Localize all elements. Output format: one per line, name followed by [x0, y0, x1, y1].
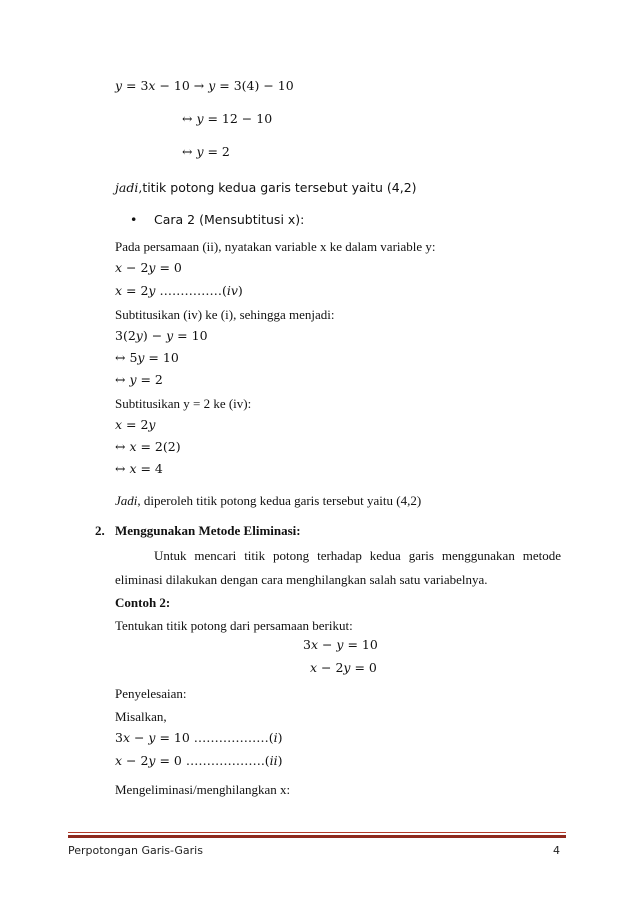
- equation-line: 3𝑥 − 𝑦 = 10 ………………(𝑖): [115, 730, 283, 745]
- paragraph-text: Subtitusikan y = 2 ke (iv):: [115, 396, 252, 411]
- equation-line: 𝑥 = 2𝑦: [115, 417, 156, 432]
- conclusion-line: [115, 494, 421, 507]
- paragraph-text: Tentukan titik potong dari persamaan berikut:: [115, 618, 353, 633]
- bullet-dot: •: [130, 212, 138, 227]
- system-equation: 3𝑥 − 𝑦 = 10: [303, 637, 378, 652]
- equation-line: 3(2𝑦) − 𝑦 = 10: [115, 328, 208, 343]
- paragraph-text: Penyelesaian:: [115, 686, 187, 701]
- equation-line: ↔ 𝑦 = 12 − 10: [182, 111, 273, 126]
- paragraph-text: Pada persamaan (ii), nyatakan variable x ke dalam variable y:: [115, 239, 436, 254]
- conclusion-math: 𝑗𝑎𝑑𝑖,: [115, 180, 143, 195]
- method-heading: Cara 2 (Mensubtitusi x):: [154, 212, 305, 227]
- footer-rule-thin: [68, 832, 566, 833]
- equation-line: 𝑥 − 2𝑦 = 0: [115, 260, 182, 275]
- section-number: 2.: [95, 523, 105, 538]
- conclusion-italic: Jadi: [115, 493, 138, 508]
- paragraph-text: Untuk mencari titik potong terhadap kedua garis menggunakan metode: [154, 548, 561, 563]
- section-title: Menggunakan Metode Eliminasi:: [115, 523, 301, 538]
- paragraph-text: Subtitusikan (iv) ke (i), sehingga menjadi:: [115, 307, 335, 322]
- equation-line: ↔ 𝑦 = 2: [182, 144, 230, 159]
- conclusion-line: [115, 180, 417, 196]
- footer-rule-thick: [68, 835, 566, 838]
- equation-line: ↔ 𝑦 = 2: [115, 372, 163, 387]
- equation-line: ↔ 𝑥 = 2(2): [115, 439, 181, 454]
- system-equation: 𝑥 − 2𝑦 = 0: [310, 660, 377, 675]
- example-heading: Contoh 2:: [115, 595, 171, 610]
- equation-line: ↔ 𝑥 = 4: [115, 461, 163, 476]
- equation-line: 𝑥 = 2𝑦 ……………(𝑖𝑣): [115, 283, 243, 298]
- equation-line: 𝑦 = 3𝑥 − 10 → 𝑦 = 3(4) − 10: [115, 78, 294, 93]
- paragraph-text: Mengeliminasi/menghilangkan x:: [115, 782, 291, 797]
- paragraph-text: Misalkan,: [115, 709, 167, 724]
- equation-line: 𝑥 − 2𝑦 = 0 ……………….(𝑖𝑖): [115, 753, 283, 768]
- page-number: 4: [553, 844, 560, 857]
- conclusion-text: , diperoleh titik potong kedua garis tersebut yaitu (4,2): [137, 493, 422, 508]
- footer-title: Perpotongan Garis-Garis: [68, 844, 203, 857]
- conclusion-text: titik potong kedua garis tersebut yaitu (4,2): [142, 180, 417, 195]
- paragraph-text: eliminasi dilakukan dengan cara menghilangkan salah satu variabelnya.: [115, 572, 488, 587]
- equation-line: ↔ 5𝑦 = 10: [115, 350, 179, 365]
